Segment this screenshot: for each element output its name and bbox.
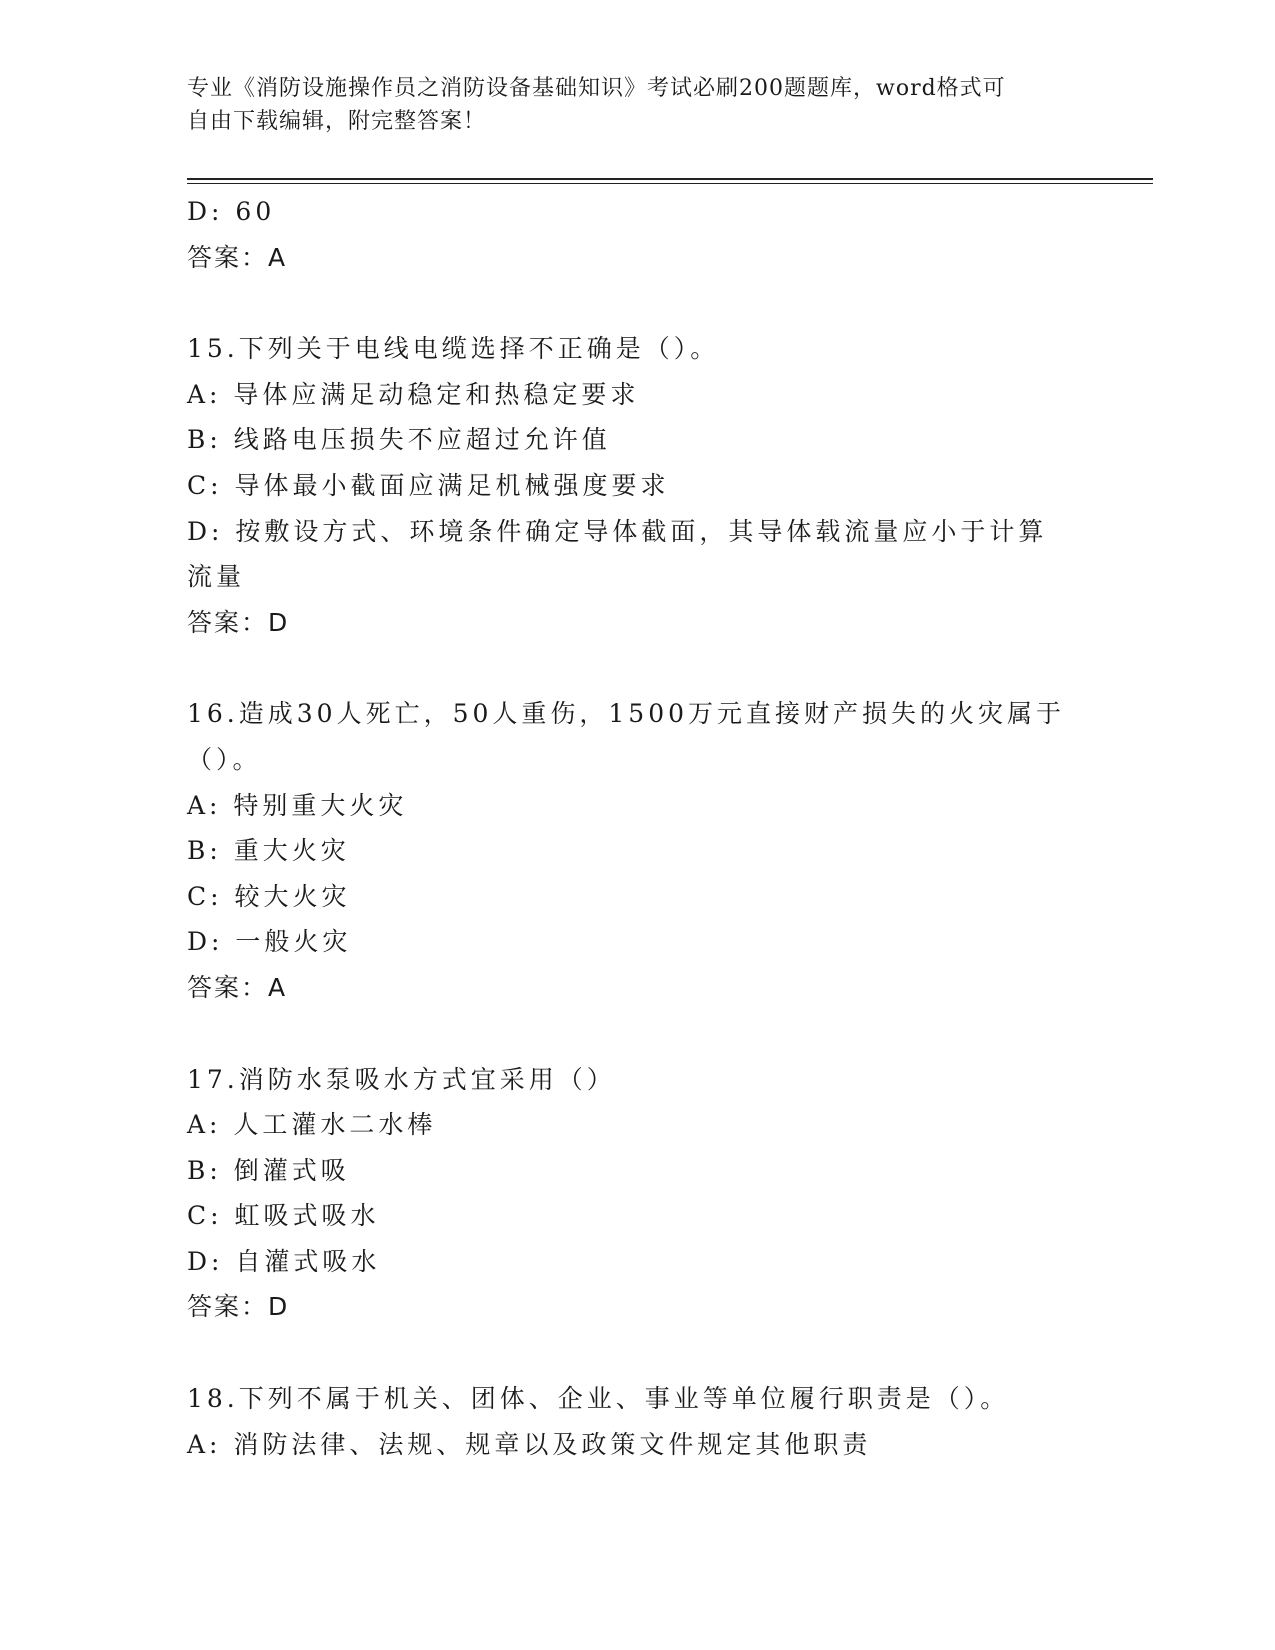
option-d: D: 按敷设方式、环境条件确定导体截面，其导体载流量应小于计算流量 [187, 516, 1048, 592]
question-16 [187, 691, 1067, 1010]
question-text: 18.下列不属于机关、团体、企业、事业等单位履行职责是（）。 [187, 1384, 1010, 1414]
question-18 [187, 1376, 1067, 1467]
question-spacer [187, 645, 1067, 691]
question-spacer [187, 1330, 1067, 1376]
option-c: C: 导体最小截面应满足机械强度要求 [187, 470, 670, 500]
question-17 [187, 1057, 1067, 1331]
option-b: B: 倒灌式吸 [187, 1155, 350, 1185]
document-header [187, 72, 1087, 138]
question-spacer [187, 1011, 1067, 1057]
question-text: 16.造成30人死亡，50人重伤，1500万元直接财产损失的火灾属于（）。 [187, 699, 1066, 774]
header-title-line-1: 专业《消防设施操作员之消防设备基础知识》考试必刷200题题库，word格式可 [187, 76, 1006, 101]
question-text: 15.下列关于电线电缆选择不正确是（）。 [187, 334, 720, 364]
answer: 答案：A [187, 972, 288, 1002]
header-divider-thin [187, 183, 1153, 184]
option-c: C: 较大火灾 [187, 881, 351, 911]
option-d: D: 自灌式吸水 [187, 1246, 381, 1276]
option-a: A: 消防法律、法规、规章以及政策文件规定其他职责 [187, 1429, 872, 1459]
question-14-tail [187, 189, 1067, 280]
option-d: D: 60 [187, 197, 276, 226]
question-list [187, 189, 1067, 1467]
answer: 答案：D [187, 1292, 290, 1322]
option-b: B: 线路电压损失不应超过允许值 [187, 425, 611, 455]
question-spacer [187, 280, 1067, 326]
option-a: A: 特别重大火灾 [187, 790, 408, 820]
question-15 [187, 326, 1067, 645]
header-divider-thick [187, 178, 1153, 180]
answer: 答案：A [187, 242, 288, 272]
header-title-line-2: 自由下载编辑，附完整答案！ [187, 109, 487, 134]
option-a: A: 人工灌水二水棒 [187, 1110, 437, 1140]
answer: 答案：D [187, 607, 290, 637]
option-b: B: 重大火灾 [187, 836, 350, 866]
option-d: D: 一般火灾 [187, 927, 352, 957]
question-text: 17.消防水泵吸水方式宜采用（） [187, 1064, 616, 1094]
option-c: C: 虹吸式吸水 [187, 1201, 380, 1231]
option-a: A: 导体应满足动稳定和热稳定要求 [187, 379, 640, 409]
